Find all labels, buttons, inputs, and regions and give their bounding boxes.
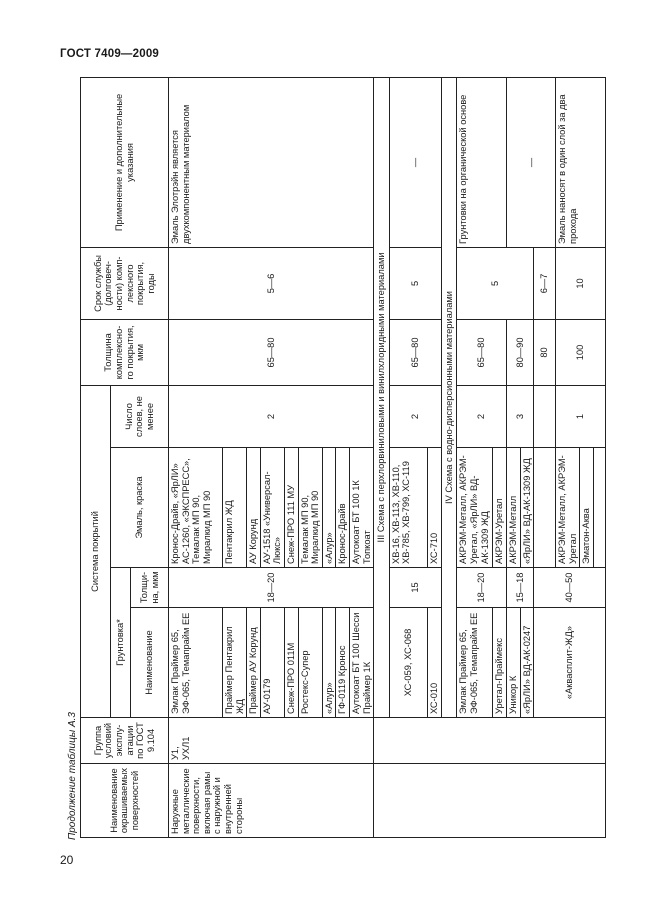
table-cell: АУ-1518 «Универсал-Люкс» [260,448,284,568]
table-cell: 65—80 [457,319,507,385]
table-cell: — [506,77,555,247]
table-cell: Эмлак Праймер 65, ЭФ-065, Темапрайм ЕЕ [457,608,493,718]
table-cell: 65—80 [389,319,441,385]
table-cell [374,718,606,764]
col-header-service: Срок службы (долговеч-ности) комп-лексного покрытия, годы [81,247,169,319]
table-cell: Снеж-ПРО 011М [284,608,298,718]
table-cell: «Алур» [322,448,336,568]
table-cell: 100 [556,319,606,385]
table-cell: — [389,77,441,247]
table-cell: Кронос-Драйв, «ЯрЛИ» АС-1260, «ЭКСПРЕСС», Темалак МП 90, Миралкид МП 90 [169,448,223,568]
table-cell [374,764,606,838]
table-cell: Грунтовки на органической основе [457,77,507,247]
table-cell: 15—18 [506,568,533,608]
document-header: ГОСТ 7409—2009 [60,48,160,60]
col-header-primer-thickness: Толщи-на, мкм [131,568,169,608]
surfaces-cell: Наружные металлические поверхности, включая рамы с наружной и внутренней стороны [169,764,374,838]
table-cell: ХВ-16, ХВ-113, ХВ-110, ХВ-785, ХВ-799, ХС-119 [389,448,427,568]
table-cell: 2 [389,385,441,447]
table-cell [534,385,556,447]
coating-systems-table [80,77,606,838]
col-header-primer: Грунтовка* [111,568,131,718]
table-cell: 40—50 [534,568,606,608]
table-cell: АУ Корунд [247,448,261,568]
page-number: 20 [60,853,74,867]
col-header-surfaces: Наименование окрашиваемых поверхностей [81,764,169,838]
rotated-table-area [67,78,592,840]
table-cell: Праймер АУ Корунд [247,608,261,718]
table-cell: «ЯрЛИ» ВД-АК-1309 ЖД [520,448,534,568]
table-cell: ХС-010 [427,608,441,718]
table-cell: Праймер Пентакрил ЖД [223,608,247,718]
table-cell: 18—20 [169,568,374,608]
table-cell: 2 [169,385,374,447]
table-cell: АКРЭМ-Металл [506,448,520,568]
table-cell: Уникор К [506,608,520,718]
table-cell: «Алур» [322,608,336,718]
table-cell: 80—90 [506,319,533,385]
col-header-total-thickness: Толщина комплексно-го покрытия, мкм [81,319,169,385]
table-cell: 15 [389,568,441,608]
table-cell: ХС-710 [427,448,441,568]
table-cell: Уретал-Праймекс [493,608,507,718]
section-title-iv: IV Схема с водно-дисперсионными материалами [441,77,457,717]
table-cell: 5—6 [169,247,374,319]
table-cell [534,448,556,568]
section-title-iii: III Схема с перхлорвиниловыми и винилхлоридными материалами [374,77,390,717]
table-cell: Темалак МП 90, Миралкид МП 90 [298,448,322,568]
table-cell: 6—7 [534,247,556,319]
col-header-enamel: Эмаль, краска [111,448,169,568]
table-cell: 2 [457,385,507,447]
col-header-group: Группа условий эксплу-атации по ГОСТ 9.104 [81,718,169,764]
table-cell: 1 [556,385,606,447]
group-cell: У1, УХЛ1 [169,718,374,764]
table-cell [593,448,605,568]
col-header-system: Система покрытий [81,385,111,717]
table-cell: 3 [506,385,533,447]
table-cell: 80 [534,319,556,385]
table-cell: 65—80 [169,319,374,385]
table-cell: АКРЭМ-Уретал [493,448,507,568]
table-cell: АКРЭМ-Металл, АКРЭМ-Уретал, «ЯрЛИ» ВД-АК-1309 ЖД [457,448,493,568]
table-continuation-caption: Продолжение таблицы А.3 [67,712,78,840]
table-cell: Аутокоат БТ 100 1К Топкоат [349,448,373,568]
table-cell: АКРЭМ-Металл, АКРЭМ-Уретал [556,448,580,568]
col-header-layers: Число слоев, не менее [111,385,169,447]
table-cell: Эмаль Элотрэйн является двухкомпонентным материалом [169,77,374,247]
table-cell: Снеж-ПРО 111 МУ [284,448,298,568]
table-cell: Эмлак Праймер 65, ЭФ-065, Темапрайм ЕЕ [169,608,223,718]
table-cell: «Аквасплит-ЖД» [534,608,606,718]
table-cell: 10 [556,247,606,319]
table-cell: Ростекс-Супер [298,608,322,718]
table-cell: «ЯрЛИ» ВД-АК-0247 [520,608,534,718]
table-cell: Эмаль наносят в один слой за два прохода [556,77,606,247]
table-cell: Кронос-Драйв [336,448,350,568]
table-cell: Эматон-Аква [580,448,594,568]
table-cell: 18—20 [457,568,507,608]
table-cell: ХС-059, ХС-068 [389,608,427,718]
table-cell: ГФ-0119 Кронос [336,608,350,718]
col-header-primer-name: Наименование [131,608,169,718]
table-cell: 5 [457,247,534,319]
table-cell: 5 [389,247,441,319]
table-cell: Пентакрил ЖД [223,448,247,568]
table-cell: Аутокоат БТ 100 Шесси Праймер 1К [349,608,373,718]
col-header-notes: Применение и дополнительные указания [81,77,169,247]
table-cell: АУ-0179 [260,608,284,718]
